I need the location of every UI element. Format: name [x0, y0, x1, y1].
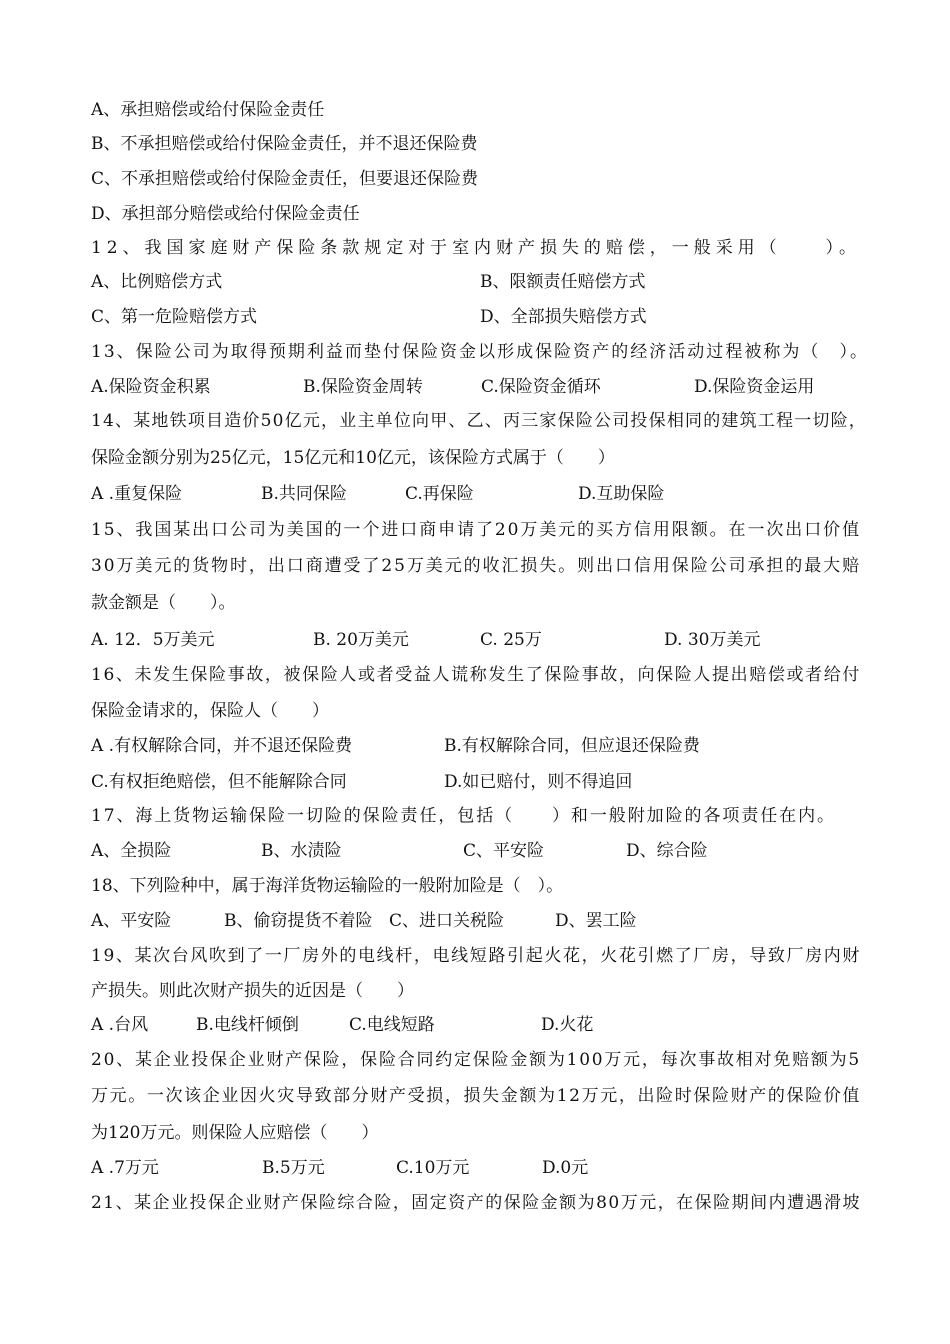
q11-option-d-text-1: D、承担部分赔偿或给付保险金责任: [91, 204, 360, 224]
q12-options-1-text-2: B、限额责任赔偿方式: [480, 272, 646, 292]
q15-options-text-1: A. 12．5万美元: [91, 630, 215, 650]
q20-stem-2-text-1: 万元。一次该企业因火灾导致部分财产受损，损失金额为12万元，出险时保险财产的保险价值: [91, 1086, 861, 1106]
q15-stem-1-text-1: 15、我国某出口公司为美国的一个进口商申请了20万美元的买方信用限额。在一次出口价值: [91, 520, 861, 540]
q16-stem-2-text-1: 保险金请求的，保险人（ ）: [91, 701, 329, 721]
q20-options-text-4: D.0元: [542, 1158, 589, 1178]
q18-stem-text-1: 18、下列险种中，属于海洋货物运输险的一般附加险是（ ）。: [91, 876, 564, 896]
q13-options-text-3: C.保险资金循环: [481, 377, 601, 397]
q15-options-text-4: D. 30万美元: [664, 630, 761, 650]
q16-options-1-text-2: B.有权解除合同，但应退还保险费: [444, 736, 700, 756]
q14-options-text-3: C.再保险: [405, 484, 474, 504]
q19-options-text-4: D.火花: [541, 1015, 594, 1035]
q19-stem-2-text-1: 产损失。则此次财产损失的近因是（ ）: [91, 981, 414, 1001]
q18-options-text-3: C、进口关税险: [389, 911, 505, 931]
q12-stem-text-1: 12、我国家庭财产保险条款规定对于室内财产损失的赔偿，一般采用（ ）。: [91, 238, 861, 258]
q19-stem-1-text-1: 19、某次台风吹到了一厂房外的电线杆，电线短路引起火花，火花引燃了厂房，导致厂房内财: [91, 946, 861, 966]
q15-options-text-3: C. 25万: [480, 630, 542, 650]
q12-options-1-text-1: A、比例赔偿方式: [91, 272, 223, 292]
q11-option-b-text-1: B、不承担赔偿或给付保险金责任，并不退还保险费: [91, 134, 478, 154]
q14-stem-2-text-1: 保险金额分别为25亿元，15亿元和10亿元，该保险方式属于（ ）: [91, 448, 615, 468]
q11-option-c-text-1: C、不承担赔偿或给付保险金责任，但要退还保险费: [91, 169, 479, 189]
q19-options-text-1: A .台风: [91, 1015, 149, 1035]
q13-stem-text-1: 13、保险公司为取得预期利益而垫付保险资金以形成保险资产的经济活动过程被称为（ ）。: [91, 342, 869, 362]
q18-options-text-1: A、平安险: [91, 911, 172, 931]
q20-options-text-3: C.10万元: [396, 1158, 470, 1178]
q15-stem-3-text-1: 款金额是（ ）。: [91, 593, 236, 613]
q20-options-text-1: A .7万元: [91, 1158, 159, 1178]
q16-stem-1-text-1: 16、未发生保险事故，被保险人或者受益人谎称发生了保险事故，向保险人提出赔偿或者给付: [91, 665, 861, 685]
q15-options-text-2: B. 20万美元: [313, 630, 409, 650]
q17-options-text-2: B、水渍险: [261, 841, 342, 861]
q13-options-text-2: B.保险资金周转: [303, 377, 423, 397]
q17-options-text-1: A、全损险: [91, 841, 172, 861]
q14-options-text-1: A .重复保险: [91, 484, 183, 504]
q18-options-text-2: B、偷窃提货不着险: [224, 911, 373, 931]
q20-stem-1-text-1: 20、某企业投保企业财产保险，保险合同约定保险金额为100万元，每次事故相对免赔额为5: [91, 1050, 861, 1070]
q13-options-text-1: A.保险资金积累: [91, 377, 211, 397]
q16-options-2-text-2: D.如已赔付，则不得追回: [444, 772, 633, 792]
q11-option-a-text-1: A、承担赔偿或给付保险金责任: [91, 100, 325, 120]
q15-stem-2-text-1: 30万美元的货物时，出口商遭受了25万美元的收汇损失。则出口信用保险公司承担的最大赔: [91, 556, 861, 576]
q14-options-text-2: B.共同保险: [261, 484, 347, 504]
q13-options-text-4: D.保险资金运用: [694, 377, 815, 397]
q17-options-text-3: C、平安险: [463, 841, 545, 861]
q21-stem-1-text-1: 21、某企业投保企业财产保险综合险，固定资产的保险金额为80万元，在保险期间内遭遇滑坡: [91, 1193, 861, 1213]
q17-options-text-4: D、综合险: [626, 841, 708, 861]
q19-options-text-2: B.电线杆倾倒: [196, 1015, 299, 1035]
q14-stem-1-text-1: 14、某地铁项目造价50亿元，业主单位向甲、乙、丙三家保险公司投保相同的建筑工程一切险，: [91, 411, 867, 431]
q20-options-text-2: B.5万元: [262, 1158, 325, 1178]
q14-options-text-4: D.互助保险: [578, 484, 665, 504]
q16-options-2-text-1: C.有权拒绝赔偿，但不能解除合同: [91, 772, 347, 792]
q19-options-text-3: C.电线短路: [349, 1015, 435, 1035]
q12-options-2-text-1: C、第一危险赔偿方式: [91, 307, 258, 327]
q17-stem-text-1: 17、海上货物运输保险一切险的保险责任，包括（ ）和一般附加险的各项责任在内。: [91, 806, 836, 826]
q16-options-1-text-1: A .有权解除合同，并不退还保险费: [91, 736, 353, 756]
q12-options-2-text-2: D、全部损失赔偿方式: [480, 307, 647, 327]
q18-options-text-4: D、罢工险: [555, 911, 637, 931]
q20-stem-3-text-1: 为120万元。则保险人应赔偿（ ）: [91, 1123, 379, 1143]
